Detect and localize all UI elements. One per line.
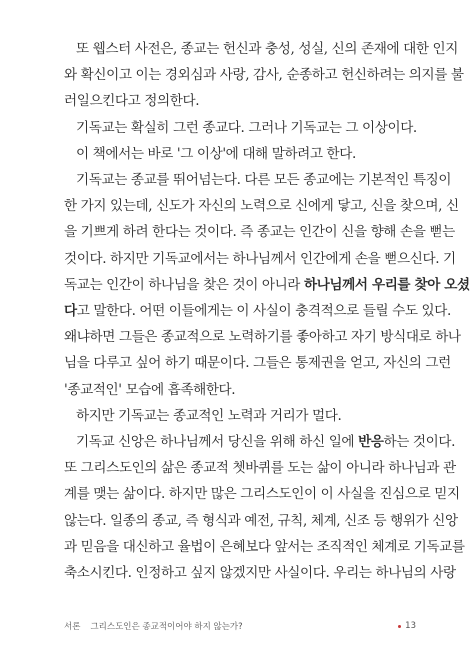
footer-section: 서론 [64,622,81,632]
text-line: 기독교는 확실히 그런 종교다. 그러나 기독교는 그 이상이다. [76,119,417,136]
text-line: 러일으킨다고 정의한다. [64,93,200,110]
text-line: 왜냐하면 그들은 종교적으로 노력하기를 좋아하고 자기 방식대로 하나 [64,329,461,346]
text-line: 독교는 인간이 하나님을 찾은 것이 아니라 하나님께서 우리를 찾아 오셨 [64,276,470,293]
text-line: '종교적인' 모습에 흡족해한다. [64,381,236,398]
text-line: 이 책에서는 바로 '그 이상'에 대해 말하려고 한다. [76,145,356,162]
text-line: 계를 맺는 삶이다. 하지만 많은 그리스도인이 이 사실을 진심으로 믿지 [64,486,460,503]
emphasis-text: 하나님께서 우리를 찾아 오셨 [303,276,470,293]
emphasis-text: 반응 [358,434,384,450]
text-line: 한 가지 있는데, 신도가 자신의 노력으로 신에게 닿고, 신을 찾으며, 신 [64,198,459,215]
text-line: 다고 말한다. 어떤 이들에게는 이 사실이 충격적으로 들릴 수도 있다. [64,303,451,319]
text-line: 하지만 기독교는 종교적인 노력과 거리가 멀다. [76,407,342,424]
text-line: 을 기쁘게 하려 한다는 것이다. 즉 종교는 인간이 신을 향해 손을 뻗는 [64,224,455,241]
footer-chapter-title: 그리스도인은 종교적이어야 하지 않는가? [90,622,243,632]
text-line: 과 믿음을 대신하고 율법이 은혜보다 앞서는 조직적인 체계로 기독교를 [64,538,465,555]
page-number-group [398,621,416,631]
text-line: 또 웹스터 사전은, 종교는 헌신과 충성, 성실, 신의 존재에 대한 인지 [76,41,458,57]
page-number: 13 [405,621,416,631]
bullet-icon [398,625,401,628]
text-line: 기독교는 종교를 뛰어넘는다. 다른 모든 종교에는 기본적인 특징이 [76,172,452,188]
page-footer [64,620,416,632]
text-line: 또 그리스도인의 삶은 종교적 쳇바퀴를 도는 삶이 아니라 하나님과 관 [64,460,456,477]
text-line: 님을 다루고 싶어 하기 때문이다. 그들은 통제권을 얻고, 자신의 그런 [64,355,451,372]
emphasis-text: 다 [64,303,77,319]
running-header [64,620,243,632]
text-line: 것이다. 하지만 기독교에서는 하나님께서 인간에게 손을 뻗으신다. 기 [64,250,456,267]
text-line: 않는다. 일종의 종교, 즉 형식과 예전, 규칙, 체계, 신조 등 행위가 신앙 [64,512,458,529]
text-line: 기독교 신앙은 하나님께서 당신을 위해 하신 일에 반응하는 것이다. [76,434,456,450]
text-line: 축소시킨다. 인정하고 싶지 않겠지만 사실이다. 우리는 하나님의 사랑 [64,565,456,581]
text-line: 와 확신이고 이는 경외심과 사랑, 감사, 순종하고 헌신하려는 의지를 불 [64,67,464,84]
